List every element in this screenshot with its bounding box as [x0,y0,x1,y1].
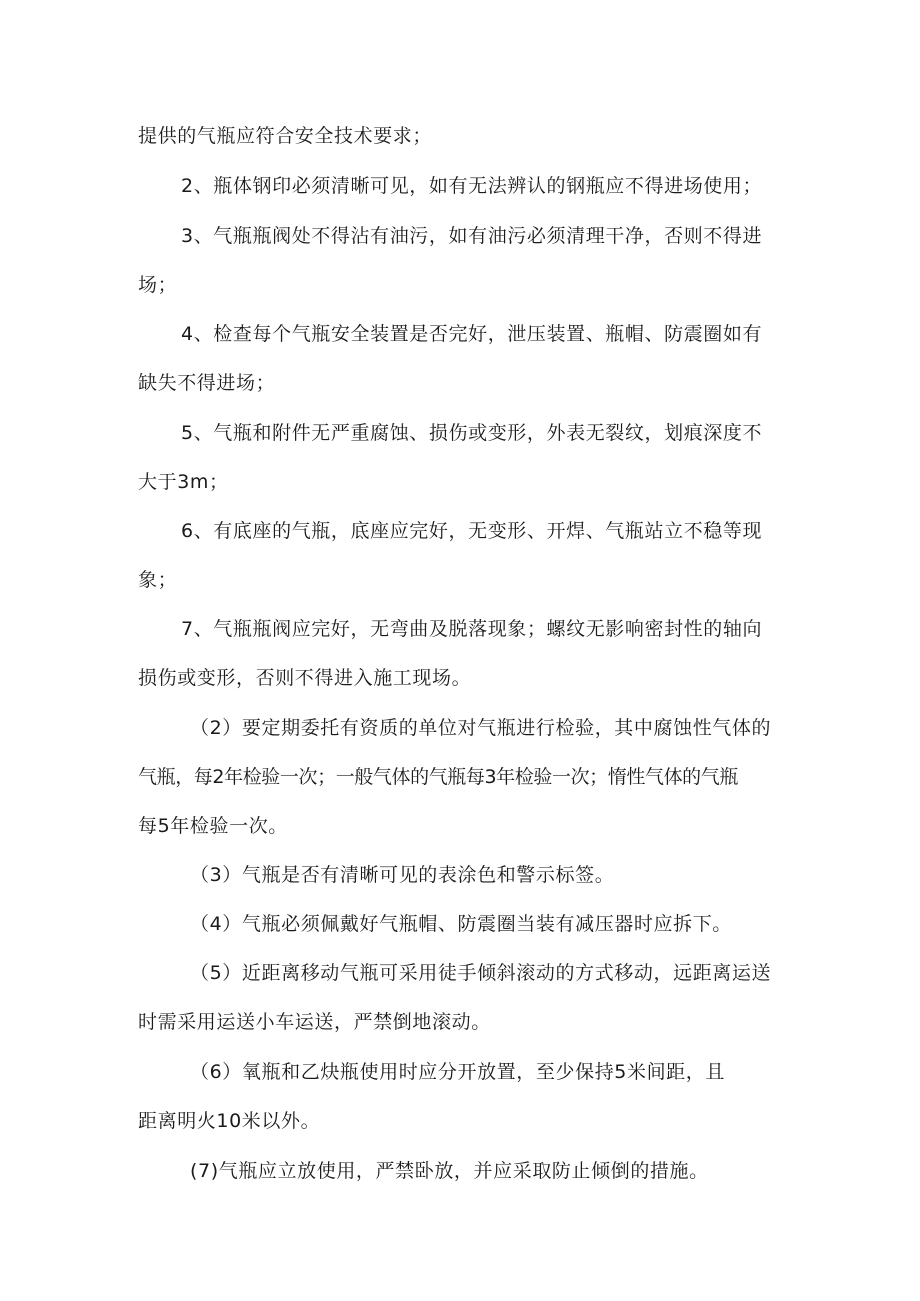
text-line: 损伤或变形，否则不得进入施工现场。 [138,667,472,689]
text-line: 6、有底座的气瓶，底座应完好，无变形、开焊、气瓶站立不稳等现 [181,520,763,542]
text-line: 场； [138,274,178,296]
text-line: 缺失不得进场； [138,372,276,394]
text-line: 3、气瓶瓶阀处不得沾有油污，如有油污必须清理干净，否则不得进 [181,225,763,247]
text-line: （2）要定期委托有资质的单位对气瓶进行检验，其中腐蚀性气体的 [190,717,772,739]
text-line: 距离明火10米以外。 [138,1110,321,1132]
text-line: 气瓶，每2年检验一次；一般气体的气瓶每3年检验一次；惰性气体的气瓶 [138,766,738,788]
text-line: 大于3m； [138,471,229,493]
text-line: 每5年检验一次。 [138,815,288,837]
text-line: (7)气瓶应立放使用，严禁卧放，并应采取防止倾倒的措施。 [190,1160,709,1182]
text-line: 2、瓶体钢印必须清晰可见，如有无法辨认的钢瓶应不得进场使用； [181,175,763,197]
text-line: （4）气瓶必须佩戴好气瓶帽、防震圈当装有减压器时应拆下。 [190,913,732,935]
text-line: 提供的气瓶应符合安全技术要求； [138,125,433,147]
text-line: 5、气瓶和附件无严重腐蚀、损伤或变形，外表无裂纹，划痕深度不 [181,422,763,444]
text-line: 时需采用运送小车运送，严禁倒地滚动。 [138,1011,491,1033]
text-line: （6）氧瓶和乙炔瓶使用时应分开放置，至少保持5米间距，且 [190,1061,725,1083]
text-line: 4、检查每个气瓶安全装置是否完好，泄压装置、瓶帽、防震圈如有 [181,323,763,345]
text-line: 7、气瓶瓶阀应完好，无弯曲及脱落现象；螺纹无影响密封性的轴向 [181,618,763,640]
text-line: （3）气瓶是否有清晰可见的表涂色和警示标签。 [190,864,615,886]
text-line: 象； [138,569,178,591]
text-line: （5）近距离移动气瓶可采用徒手倾斜滚动的方式移动，远距离运送 [190,962,772,984]
